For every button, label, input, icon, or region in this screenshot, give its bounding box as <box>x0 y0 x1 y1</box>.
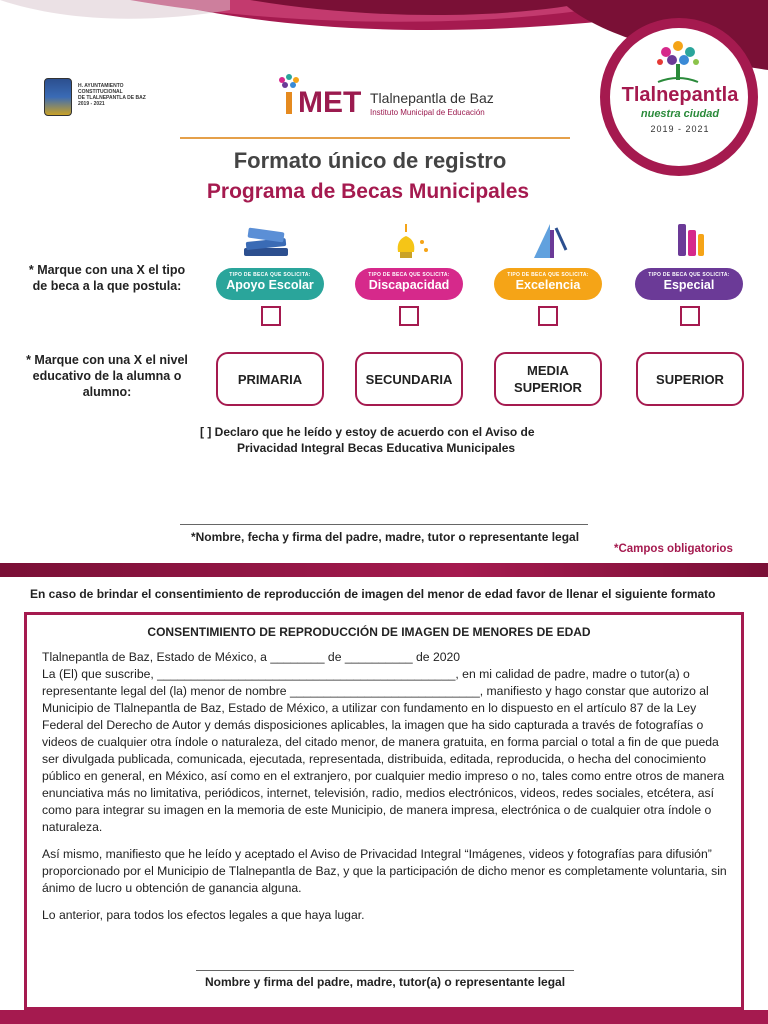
met-city: Tlalnepantla de Baz <box>370 90 494 106</box>
consent-title: CONSENTIMIENTO DE REPRODUCCIÓN DE IMAGEN DE MENORES DE EDAD <box>147 625 591 639</box>
declaration-line-1: [ ] Declaro que he leído y estoy de acuerdo con el Aviso de <box>200 425 535 439</box>
consent-signature-line[interactable] <box>196 970 574 971</box>
consent-paragraph-3: Lo anterior, para todos los efectos legales a que haya lugar. <box>42 908 365 922</box>
scholarship-type-excelencia: TIPO DE BECA QUE SOLICITA: Excelencia <box>494 268 602 300</box>
signature-label: *Nombre, fecha y firma del padre, madre, tutor o representante legal <box>190 530 580 544</box>
privacy-declaration[interactable] <box>200 424 620 456</box>
scholarship-type-discapacidad: TIPO DE BECA QUE SOLICITA: Discapacidad <box>355 268 463 300</box>
ayuntamiento-text: H. AYUNTAMIENTO CONSTITUCIONAL DE TLALNEPANTLA DE BAZ 2019 - 2021 <box>78 83 146 107</box>
scholarship-type-apoyo-escolar: TIPO DE BECA QUE SOLICITA: Apoyo Escolar <box>216 268 324 300</box>
instruction-level: * Marque con una X el nivel educativo de la alumna o alumno: <box>26 353 188 399</box>
checkbox-excelencia[interactable] <box>538 306 558 326</box>
municipal-crest-icon <box>44 78 72 116</box>
header-divider <box>180 137 570 139</box>
consent-paragraph-2: Así mismo, manifiesto que he leído y aceptado el Aviso de Privacidad Integral “Imágenes, videos y fotografías para difusión” proporcionado por el Municipio de Tlalnepantla de Baz, y que la participación de dicho menor es completamente voluntaria, sin ánimo de lucro u obtención de ganancia alguna. <box>42 847 727 895</box>
checkbox-especial[interactable] <box>680 306 700 326</box>
books-icon <box>238 226 294 266</box>
tree-logo-icon <box>648 38 708 84</box>
consent-intro: En caso de brindar el consentimiento de reproducción de imagen del menor de edad favor de llenar el siguiente formato <box>30 587 716 601</box>
met-logo-bar <box>286 92 292 114</box>
badge-years: 2019 - 2021 <box>650 124 710 134</box>
checkbox-apoyo-escolar[interactable] <box>261 306 281 326</box>
ruler-triangle-icon <box>520 220 576 260</box>
badge-title: Tlalnepantla <box>621 84 739 106</box>
form-subtitle: Programa de Becas Municipales <box>206 180 530 203</box>
level-secundaria[interactable]: SECUNDARIA <box>355 352 463 406</box>
pencils-icon <box>662 220 718 260</box>
level-primaria[interactable]: PRIMARIA <box>216 352 324 406</box>
required-note: *Campos obligatorios <box>614 543 733 555</box>
consent-signature-label: Nombre y firma del padre, madre, tutor(a) o representante legal <box>204 975 566 989</box>
badge-subtitle: nuestra ciudad <box>640 108 720 120</box>
form-title: Formato único de registro <box>233 148 507 173</box>
met-institute: Instituto Municipal de Educación <box>370 108 485 117</box>
level-superior[interactable]: SUPERIOR <box>636 352 744 406</box>
met-acronym: MET <box>298 86 362 119</box>
checkbox-discapacidad[interactable] <box>399 306 419 326</box>
instruction-type: * Marque con una X el tipo de beca a la que postula: <box>28 263 186 293</box>
lightbulb-icon <box>378 222 434 262</box>
signature-line[interactable] <box>180 524 588 525</box>
scholarship-type-especial: TIPO DE BECA QUE SOLICITA: Especial <box>635 268 743 300</box>
consent-paragraph-1: Tlalnepantla de Baz, Estado de México, a ________ de __________ de 2020 La (El) que suscribe, ____________________________________________, en mi calidad de padre, madre o tutor(a) o representante legal del (la) menor de nombre ____________________________, manifiesto y hago constar que autorizo al Municipio de Tlalnepantla de Baz, Estado de México, a utilizar con fundamento en lo dispuesto en el artículo 87 de la Ley Federal del Derecho de Autor y demás disposiciones aplicables, la imagen que ha sido capturada a través de fotografías o videos de cualquier otra índole o naturaleza, del citado menor, de manera gratuita, en forma parcial o total a fin de que pueda ser divulgada publicada, comunicada, ejecutada, representada, distribuida, editada, reproducida, o hecha del conocimiento público en general, en México, así como en el extranjero, por cualquier medio impreso o no, tales como entre otros de manera enunciativa más no limitativa, periódicos, internet, televisión, radio, medios electrónicos, videos, redes sociales, etcétera, así como para integrar su imagen en la memoria de este Municipio, de manera impresa, electrónica o de cualquier otra índole o naturaleza. <box>42 650 725 834</box>
declaration-line-2: Privacidad Integral Becas Educativa Municipales <box>237 441 516 455</box>
section-divider-band <box>0 563 768 577</box>
footer-band <box>0 1010 768 1024</box>
level-media-superior[interactable]: MEDIA SUPERIOR <box>494 352 602 406</box>
consent-body <box>42 649 732 934</box>
